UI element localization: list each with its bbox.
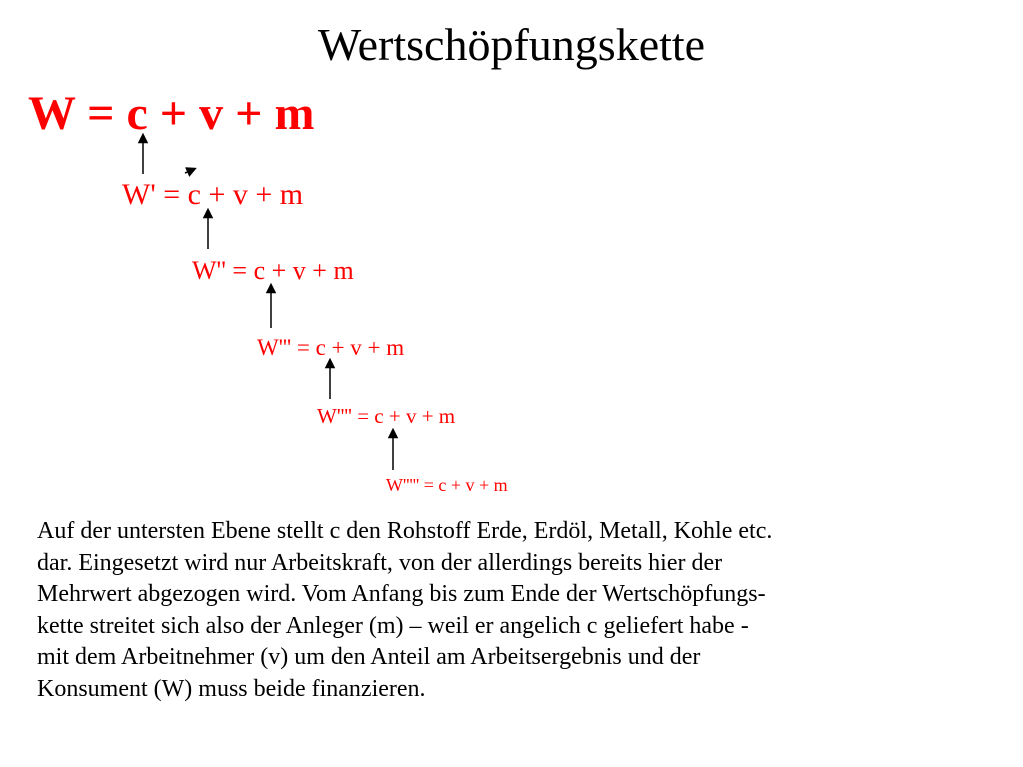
paragraph-line: Konsument (W) muss beide finanzieren. [37, 675, 426, 702]
explanation-paragraph [37, 516, 997, 705]
formula-level-4: W'''' = c + v + m [317, 404, 456, 428]
paragraph-line: Auf der untersten Ebene stellt c den Rohstoff Erde, Erdöl, Metall, Kohle etc. [37, 518, 773, 544]
paragraph-line: dar. Eingesetzt wird nur Arbeitskraft, von der allerdings bereits hier der [37, 549, 723, 576]
formula-level-1: W' = c + v + m [122, 178, 304, 211]
slide-title: Wertschöpfungskette [317, 19, 706, 70]
main-formula: W = c + v + m [28, 87, 315, 140]
formula-level-5: W''''' = c + v + m [386, 475, 508, 495]
formula-level-3: W''' = c + v + m [257, 335, 405, 360]
paragraph-line: Mehrwert abgezogen wird. Vom Anfang bis zum Ende der Wertschöpfungs- [37, 581, 766, 607]
formula-level-2: W'' = c + v + m [192, 256, 354, 285]
arrow-tick-mark [185, 170, 192, 173]
paragraph-line: mit dem Arbeitnehmer (v) um den Anteil am Arbeitsergebnis und der [37, 644, 701, 670]
paragraph-line: kette streitet sich also der Anleger (m) – weil er angelich c geliefert habe - [37, 612, 749, 639]
